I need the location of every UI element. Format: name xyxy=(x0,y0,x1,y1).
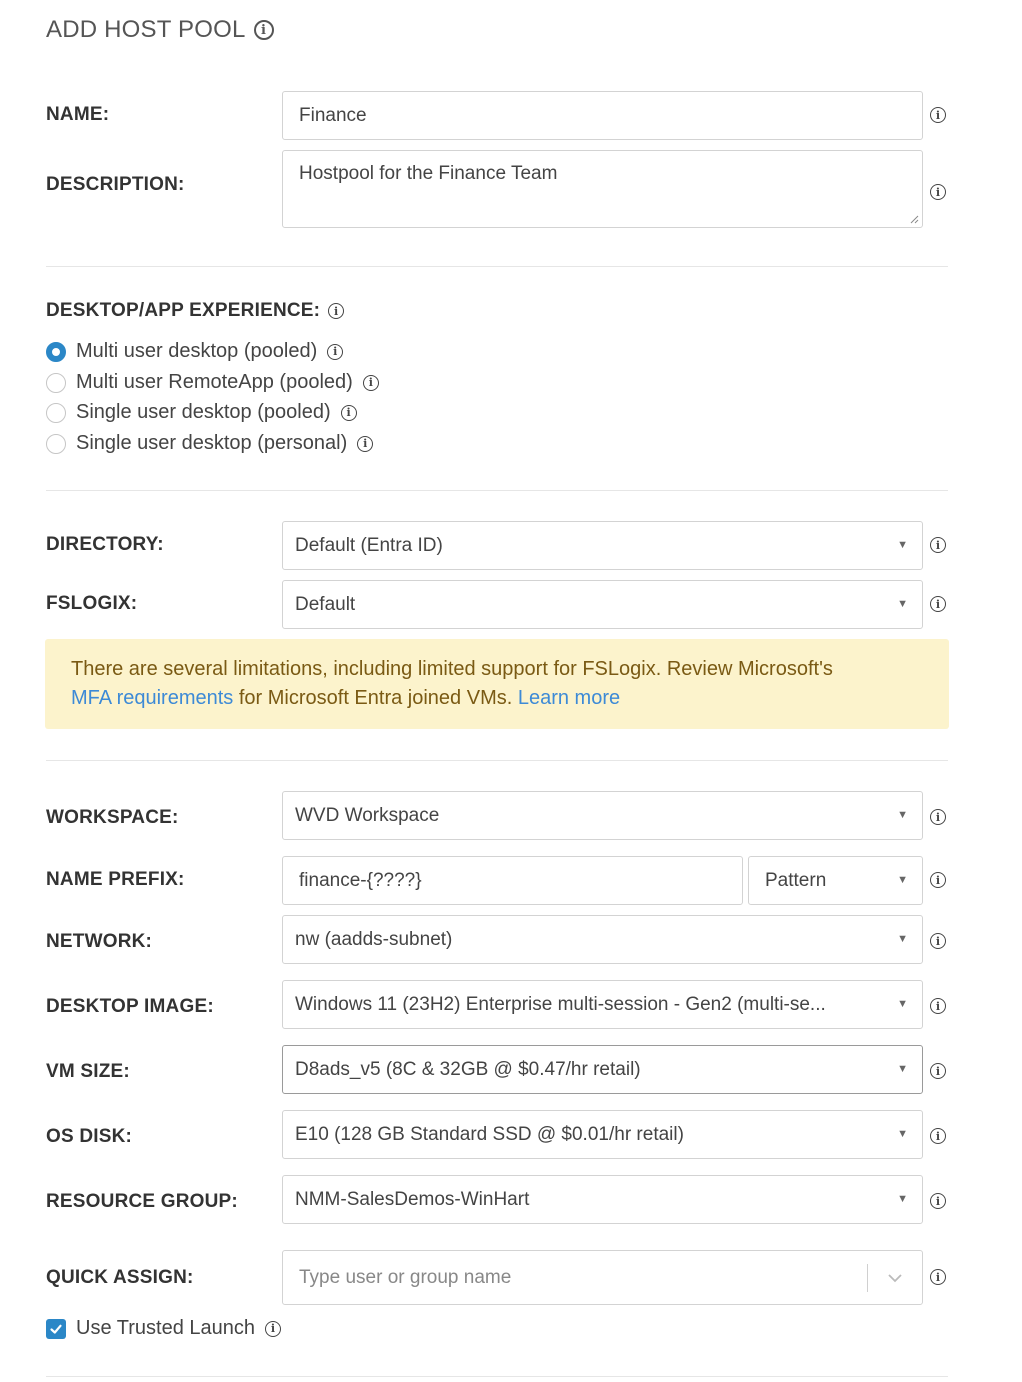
info-icon[interactable]: i xyxy=(930,1063,946,1079)
fslogix-label: FSLOGIX: xyxy=(46,593,138,614)
radio-multi-user-desktop[interactable] xyxy=(46,340,343,363)
divider xyxy=(46,1376,948,1377)
os-disk-label: OS DISK: xyxy=(46,1126,133,1147)
name-label: NAME: xyxy=(46,104,110,125)
info-icon[interactable]: i xyxy=(930,1269,946,1285)
radio-single-user-pooled[interactable] xyxy=(46,401,357,424)
fslogix-select[interactable] xyxy=(282,580,923,629)
caret-down-icon: ▼ xyxy=(897,538,908,551)
name-prefix-input[interactable] xyxy=(282,856,743,905)
info-icon[interactable]: i xyxy=(357,436,373,452)
network-value: nw (aadds-subnet) xyxy=(295,928,453,950)
vm-size-label: VM SIZE: xyxy=(46,1061,130,1082)
name-prefix-label: NAME PREFIX: xyxy=(46,869,185,890)
name-input-value: Finance xyxy=(299,104,367,126)
network-label: NETWORK: xyxy=(46,931,153,952)
check-icon xyxy=(49,1322,63,1336)
desktop-image-select[interactable] xyxy=(282,980,923,1029)
resize-handle-icon[interactable] xyxy=(909,214,919,224)
page-title-text: ADD HOST POOL xyxy=(46,16,246,43)
caret-down-icon: ▼ xyxy=(897,1127,908,1140)
radio-label: Multi user desktop (pooled) xyxy=(76,340,318,362)
description-value: Hostpool for the Finance Team xyxy=(299,163,558,184)
chevron-down-icon[interactable] xyxy=(886,1269,904,1287)
name-prefix-mode-select[interactable] xyxy=(748,856,923,905)
trusted-launch-checkbox[interactable] xyxy=(46,1319,66,1339)
quick-assign-combobox[interactable] xyxy=(282,1250,923,1305)
radio-button-checked[interactable] xyxy=(46,342,66,362)
separator xyxy=(867,1264,868,1292)
caret-down-icon: ▼ xyxy=(897,873,908,886)
trusted-launch-label: Use Trusted Launch xyxy=(76,1317,255,1339)
os-disk-value: E10 (128 GB Standard SSD @ $0.01/hr retail) xyxy=(295,1123,684,1145)
radio-button[interactable] xyxy=(46,434,66,454)
resource-group-value: NMM-SalesDemos-WinHart xyxy=(295,1188,530,1210)
name-input[interactable] xyxy=(282,91,923,140)
info-icon[interactable]: i xyxy=(930,107,946,123)
caret-down-icon: ▼ xyxy=(897,597,908,610)
info-icon[interactable]: i xyxy=(341,405,357,421)
radio-label: Multi user RemoteApp (pooled) xyxy=(76,371,353,393)
caret-down-icon: ▼ xyxy=(897,1062,908,1075)
info-icon[interactable]: i xyxy=(930,998,946,1014)
mfa-requirements-link[interactable]: MFA requirements xyxy=(71,687,234,709)
workspace-value: WVD Workspace xyxy=(295,804,440,826)
info-icon[interactable]: i xyxy=(930,1128,946,1144)
desktop-image-label: DESKTOP IMAGE: xyxy=(46,996,214,1017)
info-icon[interactable]: i xyxy=(930,809,946,825)
page-title xyxy=(46,16,274,44)
resource-group-label: RESOURCE GROUP: xyxy=(46,1191,238,1212)
directory-value: Default (Entra ID) xyxy=(295,534,443,556)
experience-label xyxy=(46,300,344,322)
info-icon[interactable]: i xyxy=(930,872,946,888)
name-prefix-mode: Pattern xyxy=(765,869,827,891)
directory-label: DIRECTORY: xyxy=(46,534,164,555)
desktop-image-value: Windows 11 (23H2) Enterprise multi-session - Gen2 (multi-se... xyxy=(295,993,826,1015)
info-icon[interactable]: i xyxy=(930,933,946,949)
network-select[interactable] xyxy=(282,915,923,964)
info-icon[interactable]: i xyxy=(328,303,344,319)
alert-text: for Microsoft Entra joined VMs. xyxy=(233,687,518,709)
fslogix-value: Default xyxy=(295,593,356,615)
info-icon[interactable]: i xyxy=(930,184,946,200)
divider xyxy=(46,760,948,761)
description-label: DESCRIPTION: xyxy=(46,174,185,195)
info-icon[interactable]: i xyxy=(265,1321,281,1337)
radio-button[interactable] xyxy=(46,373,66,393)
experience-label-text: DESKTOP/APP EXPERIENCE: xyxy=(46,300,321,321)
os-disk-select[interactable] xyxy=(282,1110,923,1159)
quick-assign-label: QUICK ASSIGN: xyxy=(46,1267,194,1288)
trusted-launch-checkbox-row[interactable] xyxy=(46,1317,281,1340)
vm-size-select[interactable] xyxy=(282,1045,923,1094)
radio-single-user-personal[interactable] xyxy=(46,432,373,455)
info-icon[interactable]: i xyxy=(930,537,946,553)
description-textarea[interactable] xyxy=(282,150,923,228)
info-icon[interactable]: i xyxy=(327,344,343,360)
info-icon[interactable]: i xyxy=(930,1193,946,1209)
vm-size-value: D8ads_v5 (8C & 32GB @ $0.47/hr retail) xyxy=(295,1058,641,1080)
fslogix-warning-alert xyxy=(45,639,949,729)
quick-assign-placeholder: Type user or group name xyxy=(299,1266,512,1288)
radio-label: Single user desktop (personal) xyxy=(76,432,348,454)
radio-label: Single user desktop (pooled) xyxy=(76,401,331,423)
caret-down-icon: ▼ xyxy=(897,1192,908,1205)
divider xyxy=(46,490,948,491)
workspace-label: WORKSPACE: xyxy=(46,807,179,828)
info-icon[interactable]: i xyxy=(930,596,946,612)
info-icon[interactable]: i xyxy=(254,20,274,40)
divider xyxy=(46,266,948,267)
info-icon[interactable]: i xyxy=(363,375,379,391)
name-prefix-value: finance-{????} xyxy=(299,869,422,891)
caret-down-icon: ▼ xyxy=(897,997,908,1010)
alert-text: There are several limitations, including limited support for FSLogix. Review Microsoft's xyxy=(71,658,833,680)
caret-down-icon: ▼ xyxy=(897,932,908,945)
directory-select[interactable] xyxy=(282,521,923,570)
radio-multi-user-remoteapp[interactable] xyxy=(46,371,379,394)
learn-more-link[interactable]: Learn more xyxy=(517,687,621,709)
caret-down-icon: ▼ xyxy=(897,808,908,821)
radio-button[interactable] xyxy=(46,403,66,423)
resource-group-select[interactable] xyxy=(282,1175,923,1224)
workspace-select[interactable] xyxy=(282,791,923,840)
